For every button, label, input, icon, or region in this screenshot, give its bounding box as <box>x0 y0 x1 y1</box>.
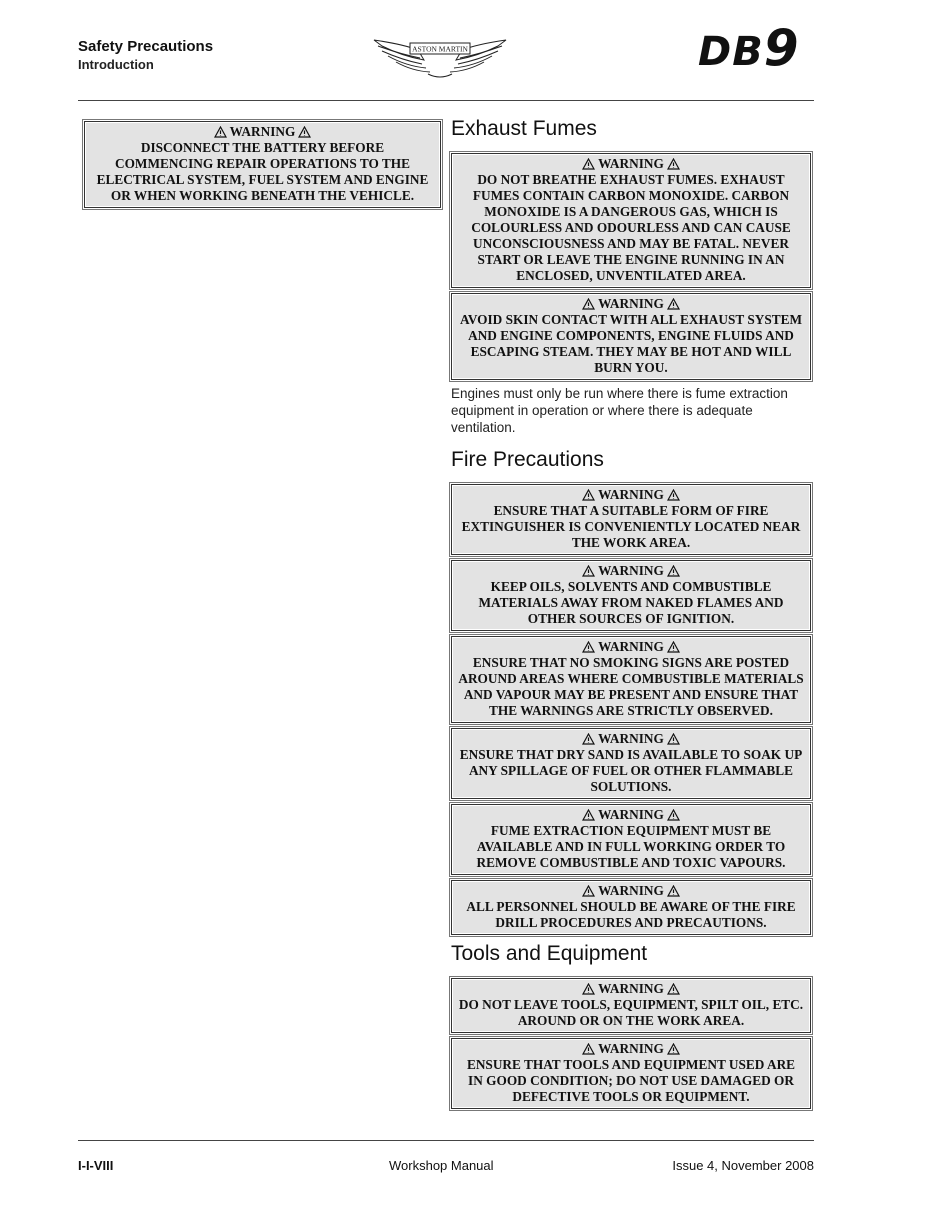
warning-triangle-icon <box>667 733 680 745</box>
warning-triangle-icon <box>582 809 595 821</box>
warning-label: WARNING <box>598 1041 664 1056</box>
exhaust-body-text: Engines must only be run where there is fume extraction equipment in operation or where there is adequate ventilation. <box>451 386 788 435</box>
warning-label: WARNING <box>598 563 664 578</box>
warning-triangle-icon <box>667 298 680 310</box>
warning-text: DISCONNECT THE BATTERY BEFORE COMMENCING REPAIR OPERATIONS TO THE ELECTRICAL SYSTEM, FUEL SYSTEM AND ENGINE OR WHEN WORKING BENEATH THE VEHICLE. <box>96 140 429 203</box>
footer-divider <box>78 1140 814 1141</box>
warning-box <box>451 804 811 875</box>
model-number: 9 <box>763 19 800 77</box>
warning-box <box>451 636 811 723</box>
logo-text: ASTON MARTIN <box>412 44 468 54</box>
warning-text: FUME EXTRACTION EQUIPMENT MUST BE AVAILABLE AND IN FULL WORKING ORDER TO REMOVE COMBUSTIBLE AND TOXIC VAPOURS. <box>476 823 786 870</box>
warning-text: DO NOT BREATHE EXHAUST FUMES. EXHAUST FUMES CONTAIN CARBON MONOXIDE. CARBON MONOXIDE IS A DANGEROUS GAS, WHICH IS COLOURLESS AND ODOURLESS AND CAN CAUSE UNCONSCIOUSNESS AND MAY BE FATAL. NEVER START OR LEAVE THE ENGINE RUNNING IN AN ENCLOSED, UNVENTILATED AREA. <box>471 172 791 283</box>
warning-label: WARNING <box>598 731 664 746</box>
warning-triangle-icon <box>582 158 595 170</box>
section-title-tools-equipment: Tools and Equipment <box>451 942 648 965</box>
warning-box <box>451 728 811 799</box>
model-badge <box>698 19 800 77</box>
warning-label: WARNING <box>598 639 664 654</box>
warning-box <box>451 978 811 1033</box>
section-title-exhaust-fumes: Exhaust Fumes <box>451 117 597 140</box>
warning-box <box>451 293 811 380</box>
left-column <box>84 121 441 213</box>
aston-martin-wings-logo <box>372 34 508 80</box>
warning-triangle-icon <box>582 885 595 897</box>
warning-text: ENSURE THAT NO SMOKING SIGNS ARE POSTED AROUND AREAS WHERE COMBUSTIBLE MATERIALS AND VAPOUR MAY BE PRESENT AND ENSURE THAT THE WARNINGS ARE STRICTLY OBSERVED. <box>458 655 804 718</box>
warning-label: WARNING <box>598 296 664 311</box>
warning-triangle-icon <box>667 565 680 577</box>
warning-label: WARNING <box>598 883 664 898</box>
warning-triangle-icon <box>582 565 595 577</box>
manual-name: Workshop Manual <box>389 1158 494 1173</box>
warning-triangle-icon <box>214 126 227 138</box>
page-title: Safety Precautions <box>78 38 214 55</box>
warning-label: WARNING <box>229 124 296 139</box>
header-divider <box>78 100 814 101</box>
warning-label: WARNING <box>598 487 664 502</box>
warning-box <box>451 484 811 555</box>
warning-triangle-icon <box>298 126 311 138</box>
header-block <box>78 37 213 73</box>
warning-triangle-icon <box>667 641 680 653</box>
warning-box <box>451 560 811 631</box>
warning-triangle-icon <box>667 809 680 821</box>
model-letters: DB <box>698 29 764 75</box>
warning-triangle-icon <box>667 158 680 170</box>
issue-date: Issue 4, November 2008 <box>672 1158 814 1173</box>
warning-triangle-icon <box>582 983 595 995</box>
warning-triangle-icon <box>667 983 680 995</box>
warning-triangle-icon <box>667 1043 680 1055</box>
warning-text: ALL PERSONNEL SHOULD BE AWARE OF THE FIRE DRILL PROCEDURES AND PRECAUTIONS. <box>466 899 796 930</box>
warning-box <box>451 153 811 288</box>
warning-triangle-icon <box>582 733 595 745</box>
warning-label: WARNING <box>598 807 664 822</box>
warning-text: KEEP OILS, SOLVENTS AND COMBUSTIBLE MATERIALS AWAY FROM NAKED FLAMES AND OTHER SOURCES OF IGNITION. <box>478 579 784 626</box>
warning-label: WARNING <box>598 156 664 171</box>
page-subtitle: Introduction <box>78 57 154 72</box>
warning-triangle-icon <box>667 489 680 501</box>
warning-triangle-icon <box>582 489 595 501</box>
warning-text: ENSURE THAT DRY SAND IS AVAILABLE TO SOAK UP ANY SPILLAGE OF FUEL OR OTHER FLAMMABLE SOLUTIONS. <box>459 747 803 794</box>
warning-text: AVOID SKIN CONTACT WITH ALL EXHAUST SYSTEM AND ENGINE COMPONENTS, ENGINE FLUIDS AND ESCAPING STEAM. THEY MAY BE HOT AND WILL BURN YOU. <box>459 312 803 375</box>
warning-box <box>451 880 811 935</box>
right-column <box>451 115 811 1114</box>
warning-label: WARNING <box>598 981 664 996</box>
warning-text: DO NOT LEAVE TOOLS, EQUIPMENT, SPILT OIL, ETC. AROUND OR ON THE WORK AREA. <box>458 997 804 1028</box>
warning-text: ENSURE THAT A SUITABLE FORM OF FIRE EXTINGUISHER IS CONVENIENTLY LOCATED NEAR THE WORK AREA. <box>461 503 801 550</box>
warning-triangle-icon <box>582 1043 595 1055</box>
page-number: I-I-VIII <box>78 1158 114 1173</box>
warning-box <box>451 1038 811 1109</box>
warning-text: ENSURE THAT TOOLS AND EQUIPMENT USED ARE IN GOOD CONDITION; DO NOT USE DAMAGED OR DEFECTIVE TOOLS OR EQUIPMENT. <box>466 1057 796 1104</box>
warning-triangle-icon <box>667 885 680 897</box>
warning-triangle-icon <box>582 298 595 310</box>
warning-triangle-icon <box>582 641 595 653</box>
section-title-fire-precautions: Fire Precautions <box>451 448 604 471</box>
warning-box <box>84 121 441 208</box>
